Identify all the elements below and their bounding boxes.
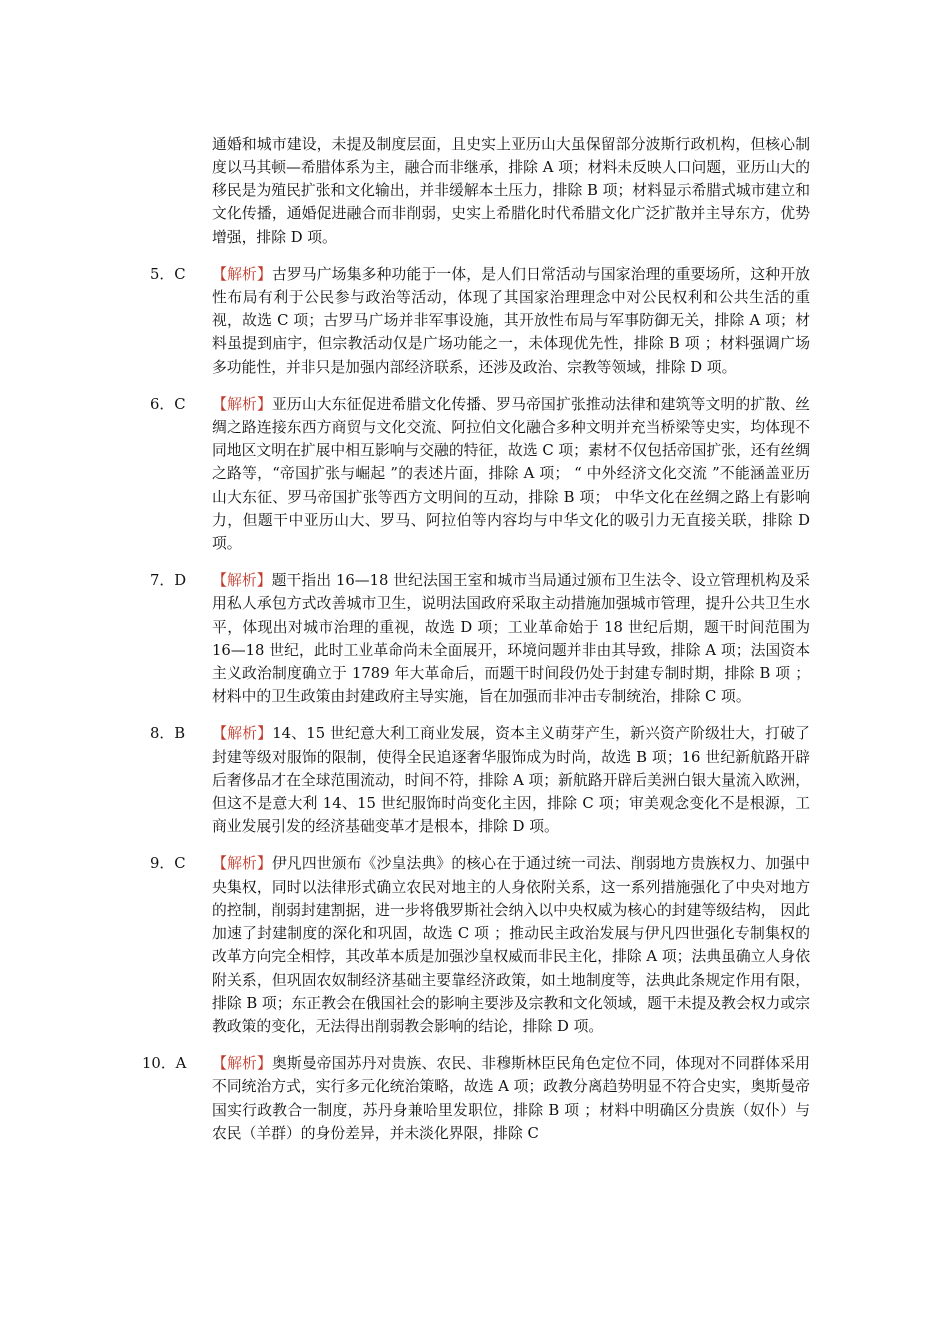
item-label [150, 722, 212, 745]
continued-explanation-paragraph: 通婚和城市建设，未提及制度层面，且史实上亚历山大虽保留部分波斯行政机构，但核心制度以马其顿—希腊体系为主，融合而非继承，排除 A 项；材料未反映人口问题，亚历山大的移民是为殖民扩张和文化输出，并非缓解本土压力，排除 B 项；材料显示希腊式城市建立和文化传播，通婚促进融合而非削弱，史实上希腊化时代希腊文化广泛扩散并主导东方，优势增强，排除 D 项。 [212, 135, 810, 246]
item-explanation-text: 亚历山大东征促进希腊文化传播、罗马帝国扩张推动法律和建筑等文明的扩散、丝绸之路连接东西方商贸与文化交流、阿拉伯文化融合多种文明并充当桥梁等史实，均体现不同地区文明在扩展中相互影响与交融的特征，故选 C 项；素材不仅包括帝国扩张，还有丝绸之路等，“帝国扩张与崛起 ”的表述片面，排除 A 项； “ 中外经济文化交流 ”不能涵盖亚历山大东征、罗马帝国扩张等西方文明间的互动，排除 B 项； 中华文化在丝绸之路上有影响力，但题干中亚历山大、罗马、阿拉伯等内容均与中华文化的吸引力无直接关联，排除 D 项。 [212, 395, 810, 553]
item-answer: C [174, 395, 186, 413]
item-answer: D [174, 572, 187, 590]
item-explanation-text: 古罗马广场集多种功能于一体，是人们日常活动与国家治理的重要场所，这种开放性布局有利于公民参与政治等活动，体现了其国家治理理念中对公民权利和公共生活的重视，故选 C 项；古罗马广场并非军事设施，其开放性布局与军事防御无关，排除 A 项；材料虽提到庙宇，但宗教活动仅是广场功能之一，未体现优先性，排除 B 项 ；材料强调广场多功能性，并非只是加强内部经济联系，还涉及政治、宗教等领域，排除 D 项。 [212, 265, 810, 376]
item-number: 5． [150, 265, 175, 283]
item-label [150, 569, 212, 592]
item-number: 6． [150, 395, 175, 413]
item-label [150, 393, 212, 416]
item-answer: C [174, 265, 186, 283]
analysis-tag: 【解析】 [212, 265, 272, 283]
explanation-item [150, 263, 810, 379]
item-answer: B [174, 725, 186, 743]
item-label [142, 1052, 212, 1075]
analysis-tag: 【解析】 [212, 395, 272, 413]
explanation-item [150, 393, 810, 555]
item-number: 10． [142, 1055, 176, 1073]
item-number: 9． [150, 855, 175, 873]
item-label [150, 263, 212, 286]
item-label [150, 852, 212, 875]
item-explanation-text: 伊凡四世颁布《沙皇法典》的核心在于通过统一司法、削弱地方贵族权力、加强中央集权，同时以法律形式确立农民对地主的人身依附关系，这一系列措施强化了中央对地方的控制，削弱封建割据，进一步将俄罗斯社会纳入以中央权威为核心的封建等级结构， 因此加速了封建制度的深化和巩固，故选 C 项 ；推动民主政治发展与伊凡四世强化专制集权的改革方向完全相悖，其改革本质是加强沙皇权威而非民主化，排除 A 项；法典虽确立人身依附关系，但巩固农奴制经济基础主要靠经济政策，如土地制度等，法典此条规定作用有限，排除 B 项；东正教会在俄国社会的影响主要涉及宗教和文化领域，题干未提及教会权力或宗教政策的变化，无法得出削弱教会影响的结论，排除 D 项。 [212, 855, 810, 1035]
analysis-tag: 【解析】 [212, 855, 272, 873]
answer-explanations [142, 118, 810, 1159]
item-number: 8． [150, 725, 175, 743]
explanation-item [150, 722, 810, 838]
analysis-tag: 【解析】 [212, 1055, 272, 1073]
analysis-tag: 【解析】 [212, 725, 273, 743]
item-explanation-text: 奥斯曼帝国苏丹对贵族、农民、非穆斯林臣民角色定位不同，体现对不同群体采用不同统治方式，实行多元化统治策略，故选 A 项；政教分离趋势明显不符合史实，奥斯曼帝国实行政教合一制度，苏丹身兼哈里发职位，排除 B 项 ；材料中明确区分贵族（奴仆）与农民（羊群）的身份差异，并未淡化界限，排除 C [212, 1055, 810, 1142]
explanation-item [150, 569, 810, 708]
analysis-tag: 【解析】 [212, 572, 272, 590]
item-answer: C [174, 855, 186, 873]
item-explanation-text: 14、15 世纪意大利工商业发展，资本主义萌芽产生，新兴资产阶级壮大，打破了封建等级对服饰的限制，使得全民追逐奢华服饰成为时尚，故选 B 项；16 世纪新航路开辟后奢侈品才在全球范围流动，时间不符，排除 A 项；新航路开辟后美洲白银大量流入欧洲，但这不是意大利 14、15 世纪服饰时尚变化主因，排除 C 项；审美观念变化不是根源，工商业发展引发的经济基础变革才是根本，排除 D 项。 [212, 725, 810, 836]
item-number: 7． [150, 572, 175, 590]
explanation-item [142, 1052, 810, 1145]
item-explanation-text: 题干指出 16—18 世纪法国王室和城市当局通过颁布卫生法令、设立管理机构及采用私人承包方式改善城市卫生，说明法国政府采取主动措施加强城市管理，提升公共卫生水平，体现出对城市治理的重视，故选 D 项；工业革命始于 18 世纪后期，题干时间范围为 16—18 世纪，此时工业革命尚未全面展开，环境问题并非由其导致，排除 A 项；法国资本主义政治制度确立于 1789 年大革命后，而题干时间段仍处于封建专制时期，排除 B 项 ；材料中的卫生政策由封建政府主导实施，旨在加强而非冲击专制统治，排除 C 项。 [212, 572, 810, 706]
item-answer: A [175, 1055, 187, 1073]
explanation-item [150, 852, 810, 1038]
